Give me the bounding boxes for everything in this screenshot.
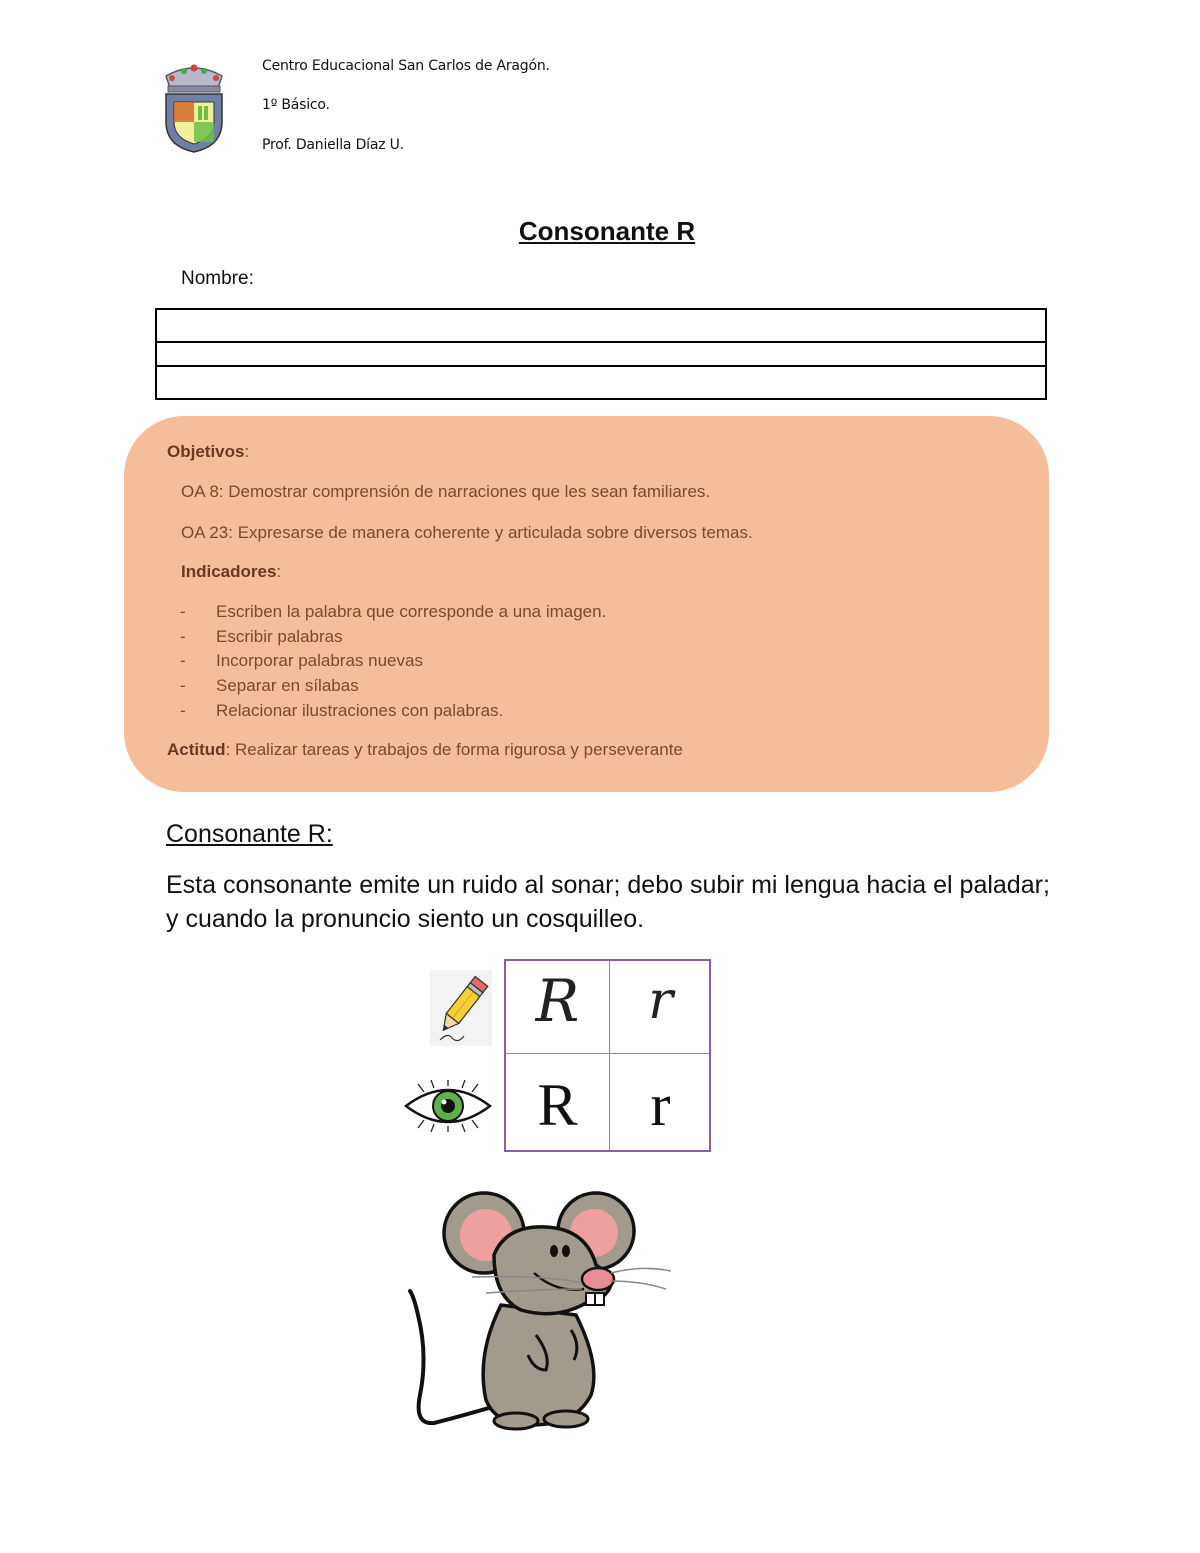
description-paragraph: Esta consonante emite un ruido al sonar; debo subir mi lengua hacia el paladar; y cuando la pronuncio siento un cosquilleo. xyxy=(166,871,1050,933)
indicators-heading: Indicadores: xyxy=(181,562,282,581)
objective-oa8: OA 8: Demostrar comprensión de narraciones que les sean familiares. xyxy=(181,482,711,501)
page-title: Consonante R xyxy=(518,216,696,246)
letters-grid xyxy=(504,959,711,1152)
grade-label: 1º Básico. xyxy=(262,97,330,113)
bullet-dash: - xyxy=(180,676,186,695)
eye-icon xyxy=(404,1080,492,1132)
section-title: Consonante R: xyxy=(166,820,333,848)
school-name: Centro Educacional San Carlos de Aragón. xyxy=(262,58,550,74)
school-crest-icon xyxy=(160,58,228,154)
mouse-illustration xyxy=(406,1185,676,1435)
bullet-dash: - xyxy=(180,701,186,720)
bullet-dash: - xyxy=(180,602,186,621)
grid-divider xyxy=(506,1053,709,1054)
teacher-name: Prof. Daniella Díaz U. xyxy=(262,137,404,153)
objectives-heading: Objetivos: xyxy=(167,442,250,461)
indicator-item: Separar en sílabas xyxy=(216,676,359,695)
name-label: Nombre: xyxy=(181,268,254,289)
indicator-item: Escribir palabras xyxy=(216,627,343,646)
writing-line xyxy=(157,365,1045,367)
cursive-lowercase-letter: r xyxy=(648,971,673,1031)
bullet-dash: - xyxy=(180,651,186,670)
pencil-icon xyxy=(430,970,492,1046)
indicator-item: Incorporar palabras nuevas xyxy=(216,651,423,670)
objective-oa23: OA 23: Expresarse de manera coherente y articulada sobre diversos temas. xyxy=(181,523,753,542)
attitude-line: Actitud: Realizar tareas y trabajos de forma rigurosa y perseverante xyxy=(167,740,683,759)
print-lowercase-letter: r xyxy=(650,1072,671,1138)
print-uppercase-letter: R xyxy=(537,1072,578,1138)
bullet-dash: - xyxy=(180,627,186,646)
name-writing-box[interactable] xyxy=(155,308,1047,400)
indicator-item: Relacionar ilustraciones con palabras. xyxy=(216,701,504,720)
indicator-item: Escriben la palabra que corresponde a una imagen. xyxy=(216,602,607,621)
cursive-uppercase-letter: R xyxy=(535,967,580,1035)
writing-line xyxy=(157,341,1045,343)
